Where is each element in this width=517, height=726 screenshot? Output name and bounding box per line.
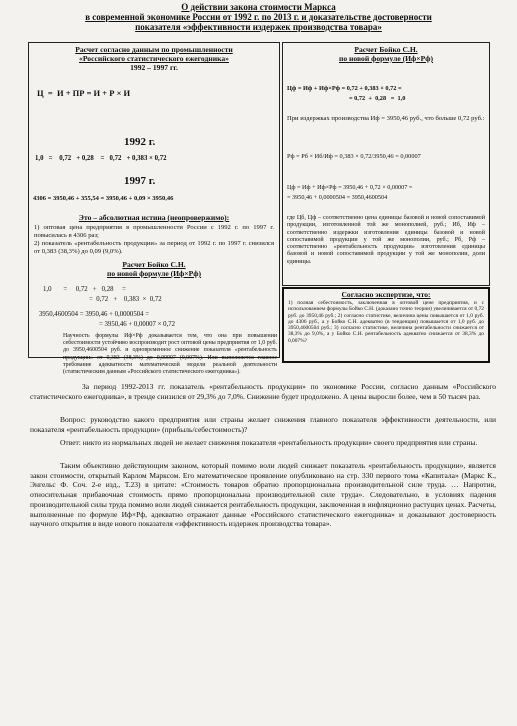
document-title: [0, 0, 517, 32]
right-legend: где Цб, Цф – соответственно цена единицы базовой и новой сопоставимой продукции, изготовленной той же монополией, руб.; Иб, Иф – соответственно издержки изготовления единицы базовой и новой сопоставимой продукции у той же монополии, руб.; Рб, Рф – соответственно «рентабельность продукции» изготовления единицы базовой и новой сопоставимой продукции у той же монополии, доли единицы.: [287, 215, 485, 265]
right-heading-1: Расчет Бойко С.Н.: [354, 45, 418, 54]
conclusion-box: [282, 287, 490, 363]
right-heading-2: по новой формуле (Иф×Рф): [338, 54, 434, 63]
paragraph-3: Ответ: никто из нормальных людей не желает снижения показателя «рентабельность продукции» своего предприятия или страны.: [60, 438, 478, 447]
right-equation-4: = 3950,46 + 0,0000504 = 3950,4600504: [287, 194, 388, 201]
main-formula: Ц = И + ПР = И + Р × И: [37, 88, 131, 98]
left-heading-1: Расчет согласно данным по промышленности: [75, 45, 233, 54]
boyko-equation-3: 3950,4600504 = 3950,46 + 0,0000504 =: [39, 311, 150, 318]
right-note-1: При издержках производства Иф = 3950,46 руб., что больше 0,72 руб.:: [287, 115, 485, 122]
left-heading-2: «Российского статистического ежегодника»: [79, 54, 229, 63]
profitability-formula: Рф = Рб × Иб/Иф = 0,383 × 0,72/3950,46 = 0,00007: [287, 153, 421, 160]
right-equation-2: = 0,72 + 0,28 = 1,0: [349, 95, 406, 102]
year-1997-label: 1997 г.: [124, 175, 156, 187]
equation-1992: 1,0 = 0,72 + 0,28 = 0,72 + 0,383 × 0,72: [35, 155, 167, 162]
truth-point-1: 1) оптовая цена предприятия в промышленности России с 1992 г. по 1997 г. повысилась в 4306 раз;: [34, 224, 274, 239]
boyko-note: Научность формулы Иф×Рф доказывается тем, что она при повышении себестоимости устойчиво воспроизводит рост оптовой цены предприятия от 1,0 руб. до 3950,4600504 руб. и одновременное снижение показателя «рентабельность продукции» от 0,383 (38,3%) до 0,00007 (0,007%). Или выполняется главное требование адекватности математической модели реальной деятельности (статистическим данным «Российского статистического ежегодника»).: [63, 333, 277, 376]
title-line-2: в современной экономике России от 1992 г. по 2013 г. и доказательстве достоверности: [85, 12, 432, 22]
conclusion-heading: Согласно экспертизе, что:: [341, 290, 431, 299]
boyko-equation-2: = 0,72 + 0,383 × 0,72: [89, 296, 162, 303]
year-1992-label: 1992 г.: [124, 136, 156, 148]
title-line-3: показателя «эффективности издержек производства товара»: [135, 22, 382, 32]
right-calculation-box: [282, 42, 490, 286]
boyko-heading-2: по новой формуле (Иф×Рф): [106, 269, 202, 278]
truth-point-2: 2) показатель «рентабельность продукции» за период от 1992 г. по 1997 г. снизился от 0,383 (38,3%) до 0,09 (9,0%).: [34, 240, 274, 255]
right-equation-1: Цф = Иф + Иф×Рф = 0,72 + 0,383 × 0,72 =: [287, 85, 402, 92]
equation-1997: 4306 = 3950,46 + 355,54 = 3950,46 + 0,09 × 3950,46: [33, 195, 174, 202]
paragraph-1: За период 1992-2013 гг. показатель «рентабельность продукции» по экономике России, согласно данным «Российского статистического ежегодника», в тренде снизился от 29,3% до 7,0%. Снижение будет продолжено. А цены выросли более, чем в 50 тысяч раз.: [30, 382, 496, 401]
paragraph-4: Таким объективно действующим законом, который помимо воли людей снижает показатель «рентабельность продукции», является закон стоимости, открытый Карлом Марксом. Его математическое проявление опубликовано на стр. 330 первого тома «Капитала» (Маркс К., Энгельс Ф. Соч. 2-е изд., Т.23) в цитате: «Стоимость товаров обратно пропорциональна производительной силе труда. … Напротив, относительная прибавочная стоимость прямо пропорциональна производительной силе труда». Следовательно, в условиях падения производительной силы труда помимо воли людей снижается рентабельность продукции, заключенная в инфляционно растущих ценах. Расчеты, выполненные по формуле Иф×Рф, адекватно отражают данные «Российского статистического ежегодника» и доказывают достоверность научного открытия в виде нового показателя «эффективность издержек производства товара».: [30, 461, 496, 529]
right-equation-3: Цф = Иф + Иф×Рф = 3950,46 + 0,72 × 0,00007 =: [287, 184, 413, 191]
boyko-equation-4: = 3950,46 + 0,00007 × 0,72: [99, 321, 176, 328]
boyko-heading-1: Расчет Бойко С.Н.: [122, 260, 186, 269]
paragraph-2: Вопрос: руководство какого предприятия или страны желает снижения главного показателя эффективности деятельности, или показателя «рентабельность продукции» (прибыль/себестоимость)?: [30, 415, 496, 434]
truth-title: Это – абсолютная истина (неопровержимо):: [78, 213, 230, 222]
conclusion-text: 1) полная себестоимость, заключенная в оптовой цене предприятия, и с использованием формулы Бойко С.Н. (доказано точно теории) увеличивается от 0,72 руб. до 3950,46 руб.; 2) согласно статистике, величина цены повышается от 1,0 руб. до 4306 руб., а у Бойко С.Н. адекватно (в тенденции) повышается от 1,0 руб. до 3950,4600504 руб.; 3) согласно статистике, величина рентабельности снижается от 38,3% до 9,0%, а у Бойко С.Н. рентабельность адекватно снижается от 38,3% до 0,007%?: [288, 300, 484, 344]
title-line-1: О действии закона стоимости Маркса: [181, 2, 336, 12]
boyko-equation-1: 1,0 = 0,72 + 0,28 =: [43, 286, 126, 293]
left-calculation-box: [28, 42, 280, 358]
left-heading-3: 1992 – 1997 гг.: [130, 63, 178, 72]
